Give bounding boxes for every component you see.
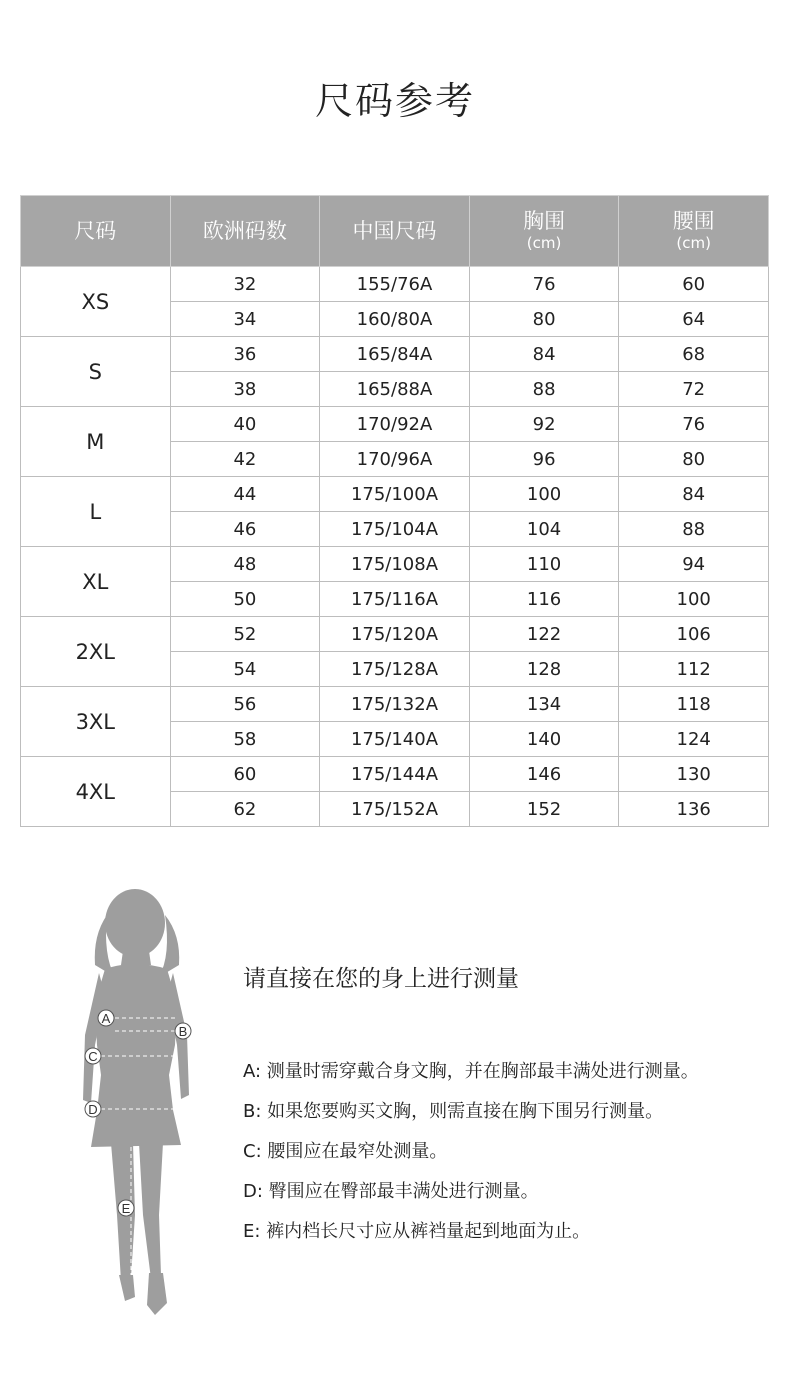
eu-size-cell: 58 bbox=[170, 722, 320, 757]
table-row bbox=[21, 477, 769, 512]
table-header-row bbox=[21, 196, 769, 267]
eu-size-cell: 56 bbox=[170, 687, 320, 722]
marker-e bbox=[118, 1200, 134, 1216]
bust-cell: 100 bbox=[469, 477, 619, 512]
bust-cell: 104 bbox=[469, 512, 619, 547]
svg-text:E: E bbox=[121, 1201, 131, 1216]
size-cell: 3XL bbox=[21, 687, 171, 757]
instruction-a: A: 测量时需穿戴合身文胸，并在胸部最丰满处进行测量。 bbox=[243, 1061, 699, 1082]
table-row bbox=[21, 617, 769, 652]
header-eu-size: 欧洲码数 bbox=[170, 196, 320, 267]
bust-cell: 110 bbox=[469, 547, 619, 582]
cn-size-cell: 175/140A bbox=[320, 722, 470, 757]
bust-cell: 134 bbox=[469, 687, 619, 722]
body-measurement-figure bbox=[55, 885, 240, 1325]
bust-cell: 116 bbox=[469, 582, 619, 617]
waist-cell: 118 bbox=[619, 687, 769, 722]
eu-size-cell: 44 bbox=[170, 477, 320, 512]
instruction-b: B: 如果您要购买文胸，则需直接在胸下围另行测量。 bbox=[243, 1101, 664, 1122]
size-cell: L bbox=[21, 477, 171, 547]
waist-cell: 60 bbox=[619, 267, 769, 302]
waist-cell: 100 bbox=[619, 582, 769, 617]
cn-size-cell: 175/132A bbox=[320, 687, 470, 722]
instruction-c: C: 腰围应在最窄处测量。 bbox=[243, 1141, 448, 1162]
bust-cell: 140 bbox=[469, 722, 619, 757]
size-cell: 2XL bbox=[21, 617, 171, 687]
waist-cell: 84 bbox=[619, 477, 769, 512]
instruction-d: D: 臀围应在臀部最丰满处进行测量。 bbox=[243, 1181, 539, 1202]
cn-size-cell: 160/80A bbox=[320, 302, 470, 337]
size-cell: M bbox=[21, 407, 171, 477]
marker-a bbox=[98, 1010, 114, 1026]
table-row bbox=[21, 757, 769, 792]
svg-text:B: B bbox=[178, 1024, 188, 1039]
eu-size-cell: 42 bbox=[170, 442, 320, 477]
eu-size-cell: 46 bbox=[170, 512, 320, 547]
cn-size-cell: 175/128A bbox=[320, 652, 470, 687]
header-waist: 腰围 (cm) bbox=[619, 196, 769, 267]
measurement-instructions bbox=[243, 958, 783, 1252]
table-row bbox=[21, 547, 769, 582]
eu-size-cell: 62 bbox=[170, 792, 320, 827]
instructions-title: 请直接在您的身上进行测量 bbox=[243, 966, 519, 992]
bust-cell: 76 bbox=[469, 267, 619, 302]
bust-cell: 84 bbox=[469, 337, 619, 372]
waist-cell: 106 bbox=[619, 617, 769, 652]
waist-cell: 76 bbox=[619, 407, 769, 442]
eu-size-cell: 54 bbox=[170, 652, 320, 687]
bust-cell: 122 bbox=[469, 617, 619, 652]
waist-cell: 64 bbox=[619, 302, 769, 337]
size-cell: XS bbox=[21, 267, 171, 337]
table-row bbox=[21, 267, 769, 302]
table-row bbox=[21, 407, 769, 442]
woman-silhouette bbox=[83, 889, 189, 1315]
table-row bbox=[21, 337, 769, 372]
cn-size-cell: 170/96A bbox=[320, 442, 470, 477]
eu-size-cell: 48 bbox=[170, 547, 320, 582]
eu-size-cell: 50 bbox=[170, 582, 320, 617]
size-cell: S bbox=[21, 337, 171, 407]
waist-cell: 136 bbox=[619, 792, 769, 827]
cn-size-cell: 155/76A bbox=[320, 267, 470, 302]
cn-size-cell: 175/116A bbox=[320, 582, 470, 617]
cn-size-cell: 175/108A bbox=[320, 547, 470, 582]
page-title: 尺码参考 bbox=[314, 79, 475, 123]
bust-cell: 80 bbox=[469, 302, 619, 337]
cn-size-cell: 175/144A bbox=[320, 757, 470, 792]
cn-size-cell: 165/88A bbox=[320, 372, 470, 407]
bust-cell: 88 bbox=[469, 372, 619, 407]
cn-size-cell: 175/120A bbox=[320, 617, 470, 652]
size-chart-table bbox=[20, 195, 769, 827]
bust-cell: 146 bbox=[469, 757, 619, 792]
eu-size-cell: 32 bbox=[170, 267, 320, 302]
cn-size-cell: 165/84A bbox=[320, 337, 470, 372]
waist-cell: 68 bbox=[619, 337, 769, 372]
waist-cell: 112 bbox=[619, 652, 769, 687]
waist-cell: 130 bbox=[619, 757, 769, 792]
waist-cell: 72 bbox=[619, 372, 769, 407]
svg-text:A: A bbox=[101, 1011, 111, 1026]
marker-c bbox=[85, 1048, 101, 1064]
eu-size-cell: 40 bbox=[170, 407, 320, 442]
size-cell: XL bbox=[21, 547, 171, 617]
header-cn-size: 中国尺码 bbox=[320, 196, 470, 267]
bust-cell: 92 bbox=[469, 407, 619, 442]
cn-size-cell: 175/100A bbox=[320, 477, 470, 512]
marker-d bbox=[85, 1101, 101, 1117]
table-body bbox=[21, 267, 769, 827]
instruction-e: E: 裤内档长尺寸应从裤裆量起到地面为止。 bbox=[243, 1221, 591, 1242]
svg-text:C: C bbox=[88, 1049, 98, 1064]
bust-cell: 128 bbox=[469, 652, 619, 687]
waist-cell: 88 bbox=[619, 512, 769, 547]
header-bust: 胸围 (cm) bbox=[469, 196, 619, 267]
bust-cell: 152 bbox=[469, 792, 619, 827]
eu-size-cell: 34 bbox=[170, 302, 320, 337]
eu-size-cell: 60 bbox=[170, 757, 320, 792]
waist-cell: 94 bbox=[619, 547, 769, 582]
waist-cell: 80 bbox=[619, 442, 769, 477]
marker-b bbox=[175, 1023, 191, 1039]
cn-size-cell: 175/152A bbox=[320, 792, 470, 827]
header-size: 尺码 bbox=[21, 196, 171, 267]
eu-size-cell: 36 bbox=[170, 337, 320, 372]
eu-size-cell: 52 bbox=[170, 617, 320, 652]
cn-size-cell: 175/104A bbox=[320, 512, 470, 547]
table-row bbox=[21, 687, 769, 722]
eu-size-cell: 38 bbox=[170, 372, 320, 407]
cn-size-cell: 170/92A bbox=[320, 407, 470, 442]
bust-cell: 96 bbox=[469, 442, 619, 477]
waist-cell: 124 bbox=[619, 722, 769, 757]
size-cell: 4XL bbox=[21, 757, 171, 827]
svg-text:D: D bbox=[88, 1102, 98, 1117]
